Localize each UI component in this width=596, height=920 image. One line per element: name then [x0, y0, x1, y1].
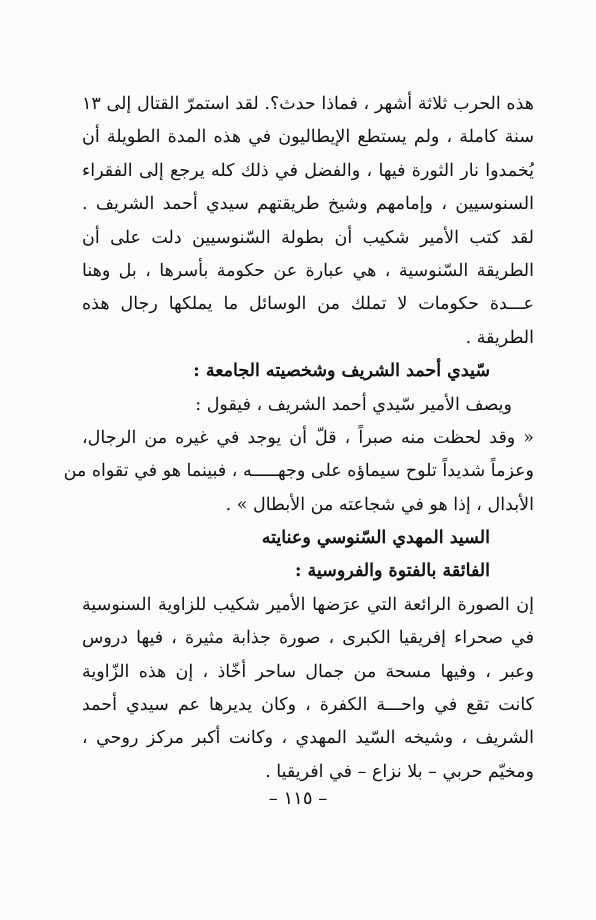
text-line: وعبر ، وفيها مسحة من جمال ساحر أخّاذ ، إن هذه الزّاوية: [82, 661, 534, 682]
text-line: السنوسيين ، وإمامهم وشيخ طريقتهم سيدي أحمد الشريف .: [82, 194, 534, 215]
text-line: عـــدة حكومات لا تملك من الوسائل ما يملكها رجال هذه: [82, 294, 534, 315]
text-line: إن الصورة الرائعة التي عرَضها الأمير شكيب للزاوية السنوسية: [82, 594, 534, 615]
text-line: وعزماً شديداً تلوح سيماؤه على وجهـــــه ، فبينما هو في تقواه من: [63, 461, 534, 482]
text-line: سنة كاملة ، ولم يستطع الإيطاليون في هذه المدة الطويلة أن: [82, 127, 534, 148]
text-line: هذه الحرب ثلاثة أشهر ، فماذا حدث؟. لقد استمرّ القتال إلى ١٣: [82, 94, 534, 114]
text-line: في صحراء إفريقيا الكبرى ، صورة جذابة مثيرة ، فيها دروس: [82, 628, 534, 649]
paragraph-1: [82, 88, 534, 355]
text-line: ويصف الأمير سّيدي أحمد الشريف ، فيقول :: [195, 394, 512, 415]
text-line: لقد كتب الأمير شكيب أن بطولة السّنوسيين دلت على أن: [82, 227, 534, 248]
section-heading-2-line-1: السيد المهدي السّنوسي وعنايته: [261, 528, 490, 549]
text-line: « وقد لحظت منه صبراً ، قلّ أن يوجد في غيره من الرجال،: [82, 427, 534, 448]
text-line: ومخيّم حربي – بلا نزاع – في افريقيا .: [265, 761, 534, 782]
paragraph-2: [63, 389, 534, 523]
page-body: [63, 88, 534, 789]
text-line: الأبدال ، إذا هو في شجاعته من الأبطال » .: [225, 494, 534, 515]
section-heading-1: سّيدي أحمد الشريف وشخصيته الجامعة :: [193, 361, 490, 382]
section-heading-2-line-2: الفائقة بالفتوة والفروسية :: [294, 561, 490, 582]
text-line: يُخمدوا نار الثورة فيها ، والفضل في ذلك كله يرجع إلى الفقراء: [82, 160, 534, 181]
text-line: الشريف ، وشيخه السّيد المهدي ، وكانت أكبر مركز روحي ،: [82, 728, 534, 749]
page-number: – ١١٥ –: [268, 788, 328, 809]
text-line: الطريقة السّنوسية ، هي عبارة عن حكومة بأسرها ، بل وهنا: [82, 260, 534, 281]
text-line: كانت تقع في واحـــة الكفرة ، وكان يديرها عم سيدي أحمد: [82, 695, 534, 716]
paragraph-3: [82, 589, 534, 789]
text-line: الطريقة .: [465, 327, 534, 348]
